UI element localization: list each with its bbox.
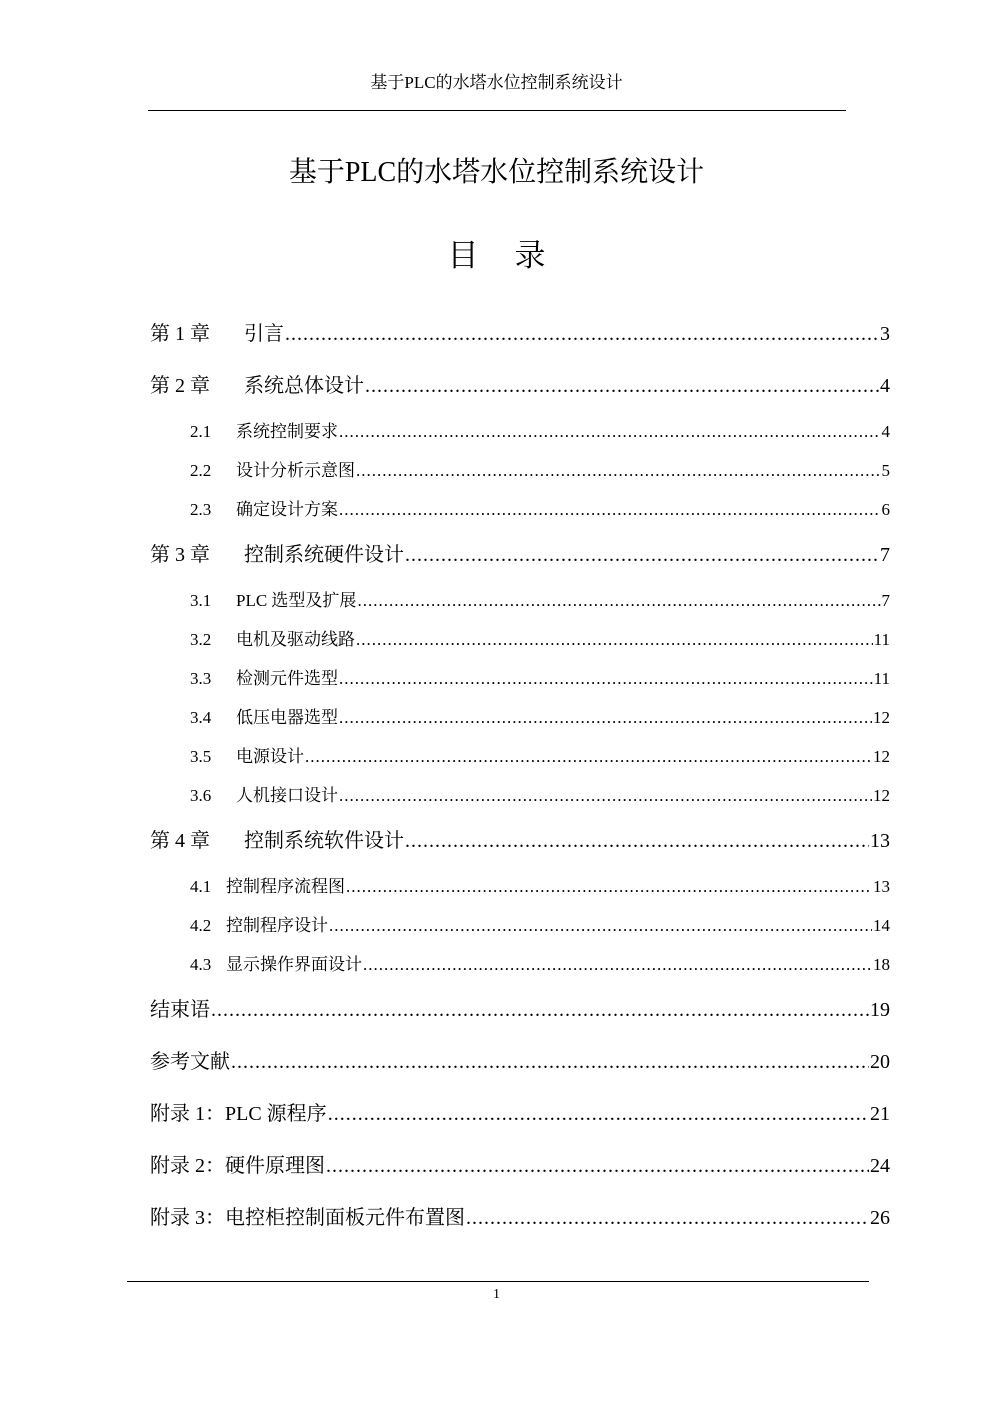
toc-entry-section-3-5[interactable] bbox=[190, 745, 890, 769]
toc-entry-section-3-6[interactable] bbox=[190, 784, 890, 808]
toc-entry-label: 控制程序流程图 bbox=[226, 877, 345, 896]
toc-entry-chapter-4[interactable] bbox=[150, 827, 890, 855]
toc-entry-number: 第 4 章 bbox=[150, 830, 210, 852]
toc-entry-page: 12 bbox=[873, 708, 890, 727]
toc-entry-label: 系统总体设计 bbox=[244, 375, 364, 397]
toc-leader-dots bbox=[466, 1204, 869, 1232]
toc-entry-label: 检测元件选型 bbox=[236, 669, 338, 688]
toc-entry-number: 3.1 bbox=[190, 591, 212, 610]
toc-leader-dots bbox=[363, 953, 872, 977]
toc-entry-number: 2.2 bbox=[190, 461, 212, 480]
toc-leader-dots bbox=[405, 827, 869, 855]
toc-entry-appendix-3[interactable] bbox=[150, 1204, 890, 1232]
toc-entry-section-4-1[interactable] bbox=[190, 875, 890, 899]
toc-entry-label: 附录 1：PLC 源程序 bbox=[150, 1103, 327, 1125]
toc-entry-label: 电源设计 bbox=[236, 747, 304, 766]
toc-entry-section-4-2[interactable] bbox=[190, 914, 890, 938]
toc-entry-label: PLC 选型及扩展 bbox=[236, 591, 357, 610]
toc-leader-dots bbox=[305, 745, 872, 769]
toc-leader-dots bbox=[328, 1100, 869, 1128]
toc-entry-section-3-1[interactable] bbox=[190, 589, 890, 613]
toc-entry-number: 3.3 bbox=[190, 669, 212, 688]
toc-entry-page: 24 bbox=[870, 1155, 890, 1177]
toc-entry-section-2-1[interactable] bbox=[190, 420, 890, 444]
toc-entry-number: 3.2 bbox=[190, 630, 212, 649]
toc-entry-label: 显示操作界面设计 bbox=[226, 955, 362, 974]
toc-leader-dots bbox=[339, 784, 872, 808]
toc-entry-page: 26 bbox=[870, 1207, 890, 1229]
toc-entry-number: 第 1 章 bbox=[150, 323, 210, 345]
toc-entry-number: 4.3 bbox=[190, 955, 212, 974]
toc-leader-dots bbox=[285, 320, 879, 348]
toc-entry-page: 11 bbox=[873, 669, 890, 688]
toc-entry-label: 引言 bbox=[244, 323, 284, 345]
toc-entry-label: 低压电器选型 bbox=[236, 708, 338, 727]
toc-entry-label: 参考文献 bbox=[150, 1051, 230, 1073]
document-title: 基于PLC的水塔水位控制系统设计 bbox=[288, 157, 705, 188]
toc-entry-page: 4 bbox=[880, 375, 890, 397]
toc-leader-dots bbox=[346, 875, 872, 899]
toc-entry-label: 电机及驱动线路 bbox=[236, 630, 355, 649]
toc-leader-dots bbox=[357, 589, 880, 613]
toc-entry-section-2-2[interactable] bbox=[190, 459, 890, 483]
toc-entry-section-3-4[interactable] bbox=[190, 706, 890, 730]
toc-entry-number: 第 3 章 bbox=[150, 544, 210, 566]
toc-entry-page: 7 bbox=[881, 591, 890, 610]
toc-entry-label: 人机接口设计 bbox=[236, 786, 338, 805]
toc-leader-dots bbox=[339, 706, 872, 730]
toc-leader-dots bbox=[339, 420, 881, 444]
toc-entry-page: 3 bbox=[880, 323, 890, 345]
toc-entry-page: 13 bbox=[870, 830, 890, 852]
toc-leader-dots bbox=[356, 459, 881, 483]
toc-entry-references[interactable] bbox=[150, 1048, 890, 1076]
toc-leader-dots bbox=[329, 914, 872, 938]
toc-entry-section-3-3[interactable] bbox=[190, 667, 890, 691]
toc-entry-page: 18 bbox=[873, 955, 890, 974]
toc-leader-dots bbox=[339, 667, 873, 691]
toc-entry-number: 4.2 bbox=[190, 916, 212, 935]
toc-leader-dots bbox=[356, 628, 873, 652]
toc-entry-label: 确定设计方案 bbox=[236, 500, 338, 519]
toc-entry-label: 系统控制要求 bbox=[236, 422, 338, 441]
toc-entry-page: 19 bbox=[870, 999, 890, 1021]
footer-rule bbox=[127, 1281, 869, 1282]
toc-entry-section-3-2[interactable] bbox=[190, 628, 890, 652]
toc-entry-section-2-3[interactable] bbox=[190, 498, 890, 522]
toc-entry-number: 3.5 bbox=[190, 747, 212, 766]
toc-entry-page: 13 bbox=[873, 877, 890, 896]
toc-leader-dots bbox=[339, 498, 881, 522]
running-header: 基于PLC的水塔水位控制系统设计 bbox=[370, 73, 623, 92]
toc-entry-page: 11 bbox=[873, 630, 890, 649]
toc-entry-page: 12 bbox=[873, 786, 890, 805]
toc-entry-page: 6 bbox=[881, 500, 890, 519]
toc-entry-number: 4.1 bbox=[190, 877, 212, 896]
toc-entry-section-4-3[interactable] bbox=[190, 953, 890, 977]
toc-entry-label: 控制程序设计 bbox=[226, 916, 328, 935]
toc-entry-page: 21 bbox=[870, 1103, 890, 1125]
toc-entry-label: 附录 3：电控柜控制面板元件布置图 bbox=[150, 1207, 465, 1229]
toc-heading: 目录 bbox=[447, 238, 582, 273]
toc-entry-page: 4 bbox=[881, 422, 890, 441]
toc-entry-label: 附录 2：硬件原理图 bbox=[150, 1155, 325, 1177]
toc-entry-appendix-2[interactable] bbox=[150, 1152, 890, 1180]
toc-leader-dots bbox=[211, 996, 869, 1024]
toc-entry-chapter-1[interactable] bbox=[150, 320, 890, 348]
toc-entry-page: 5 bbox=[881, 461, 890, 480]
toc-leader-dots bbox=[231, 1048, 869, 1076]
toc-entry-label: 控制系统硬件设计 bbox=[244, 544, 404, 566]
toc-leader-dots bbox=[365, 372, 879, 400]
toc-entry-label: 设计分析示意图 bbox=[236, 461, 355, 480]
toc-entry-chapter-2[interactable] bbox=[150, 372, 890, 400]
page-number: 1 bbox=[493, 1287, 500, 1302]
toc-entry-number: 第 2 章 bbox=[150, 375, 210, 397]
toc-leader-dots bbox=[405, 541, 879, 569]
toc-entry-number: 2.1 bbox=[190, 422, 212, 441]
toc-entry-label: 控制系统软件设计 bbox=[244, 830, 404, 852]
toc-entry-appendix-1[interactable] bbox=[150, 1100, 890, 1128]
toc-entry-conclusion[interactable] bbox=[150, 996, 890, 1024]
toc-entry-page: 20 bbox=[870, 1051, 890, 1073]
toc-entry-page: 14 bbox=[873, 916, 890, 935]
toc-entry-number: 2.3 bbox=[190, 500, 212, 519]
toc-entry-page: 12 bbox=[873, 747, 890, 766]
toc-entry-number: 3.4 bbox=[190, 708, 212, 727]
toc-leader-dots bbox=[326, 1152, 869, 1180]
toc-entry-number: 3.6 bbox=[190, 786, 212, 805]
toc-entry-page: 7 bbox=[880, 544, 890, 566]
toc-entry-chapter-3[interactable] bbox=[150, 541, 890, 569]
header-rule bbox=[148, 110, 846, 111]
toc-entry-label: 结束语 bbox=[150, 999, 210, 1021]
